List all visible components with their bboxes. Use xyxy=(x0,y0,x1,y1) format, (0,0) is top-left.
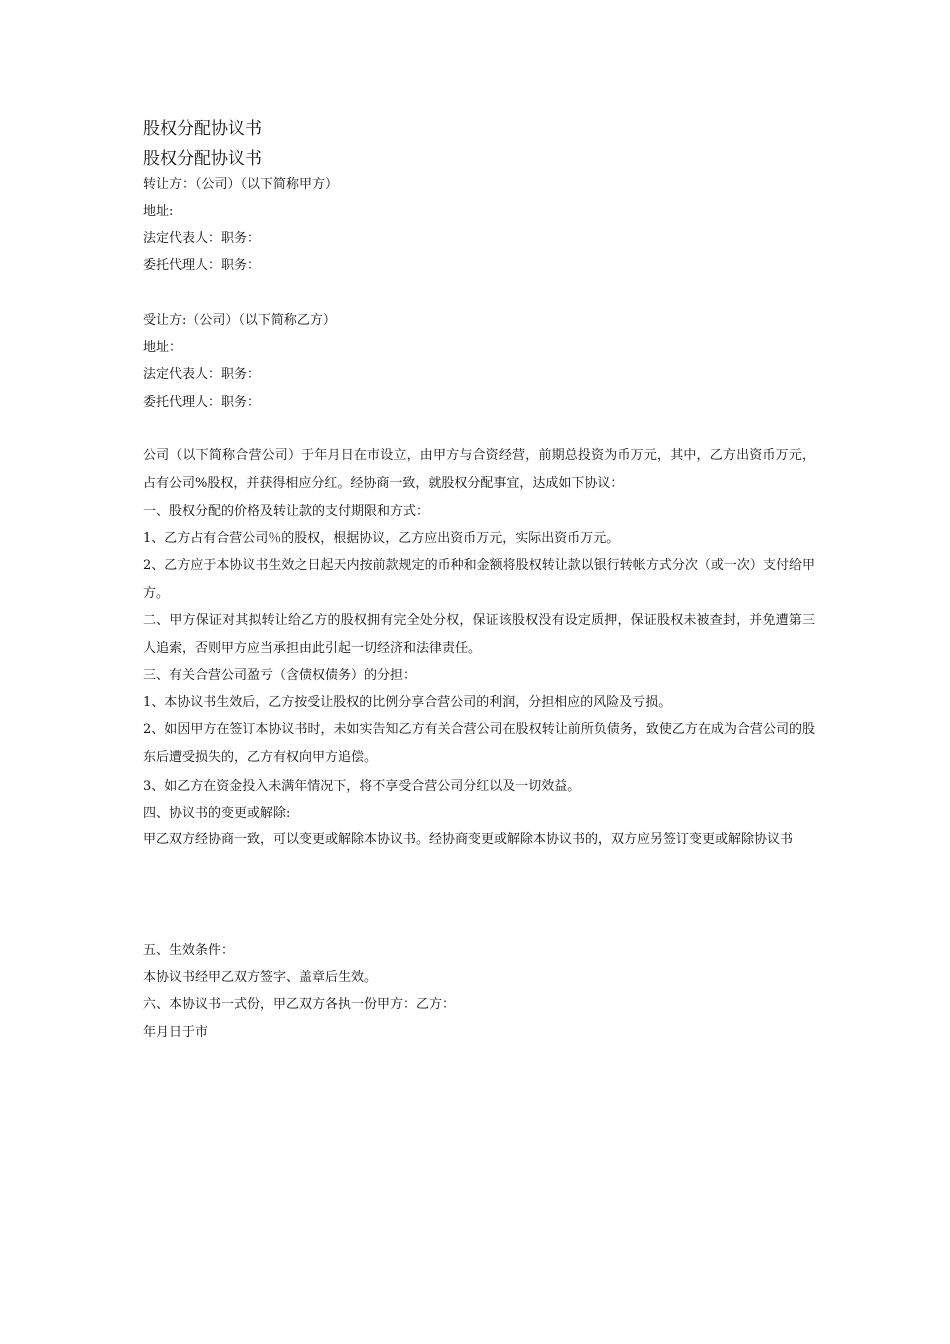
section-2-paragraph: 二、甲方保证对其拟转让给乙方的股权拥有完全处分权，保证该股权没有设定质押，保证股权未被查封，并免遭第三人追索，否则甲方应当承担由此引起一切经济和法律责任。 xyxy=(143,613,815,656)
section-4-paragraph: 甲乙双方经协商一致，可以变更或解除本协议书。经协商变更或解除本协议书的，双方应另签订变更或解除协议书 xyxy=(143,832,794,847)
date-line: 年月日于市 xyxy=(143,1025,209,1040)
party-b-agent: 委托代理人：职务： xyxy=(143,395,261,410)
section-4-heading: 四、协议书的变更或解除: xyxy=(143,806,291,821)
section-5-text: 本协议书经甲乙双方签字、盖章后生效。 xyxy=(143,970,378,985)
section-3-item-1: 1、本协议书生效后，乙方按受让股权的比例分享合营公司的利润，分担相应的风险及亏损。 xyxy=(143,695,672,710)
party-a-line: 转让方：（公司）（以下简称甲方） xyxy=(143,177,339,192)
party-a-address: 地址: xyxy=(143,204,174,219)
party-b-legal-rep: 法定代表人：职务： xyxy=(143,367,261,382)
section-3-heading: 三、有关合营公司盈亏（含债权债务）的分担： xyxy=(143,668,417,683)
section-3-item-2: 2、如因甲方在签订本协议书时，未如实告知乙方有关合营公司在股权转让前所负债务，致使乙方在成为合营公司的股东后遭受损失的，乙方有权向甲方追偿。 xyxy=(143,722,815,765)
section-3-item-3: 3、如乙方在资金投入未满年情况下，将不享受合营公司分红以及一切效益。 xyxy=(143,779,581,794)
party-b-line: 受让方:（公司）（以下简称乙方） xyxy=(143,313,336,328)
document-title: 股权分配协议书 xyxy=(143,119,262,139)
section-1-item-1: 1、乙方占有合营公司％的股权，根据协议，乙方应出资币万元，实际出资币万元。 xyxy=(143,531,620,546)
section-1-item-2: 2、乙方应于本协议书生效之日起天内按前款规定的币种和金额将股权转让款以银行转帐方式分次（或一次）支付给甲方。 xyxy=(143,558,815,601)
party-a-legal-rep: 法定代表人：职务： xyxy=(143,231,261,246)
section-1-heading: 一、股权分配的价格及转让款的支付期限和方式： xyxy=(143,504,430,519)
party-b-address: 地址： xyxy=(143,340,183,355)
section-5-heading: 五、生效条件： xyxy=(143,943,235,958)
section-6-line: 六、本协议书一式份，甲乙双方各执一份甲方：乙方： xyxy=(143,997,456,1012)
document-subtitle: 股权分配协议书 xyxy=(143,149,262,169)
party-a-agent: 委托代理人：职务： xyxy=(143,258,261,273)
intro-paragraph: 公司（以下简称合营公司）于年月日在市设立，由甲方与合资经营，前期总投资为币万元，其中，乙方出资币万元，占有公司%股权，并获得相应分红。经协商一致，就股权分配事宜，达成如下协议： xyxy=(143,448,815,491)
